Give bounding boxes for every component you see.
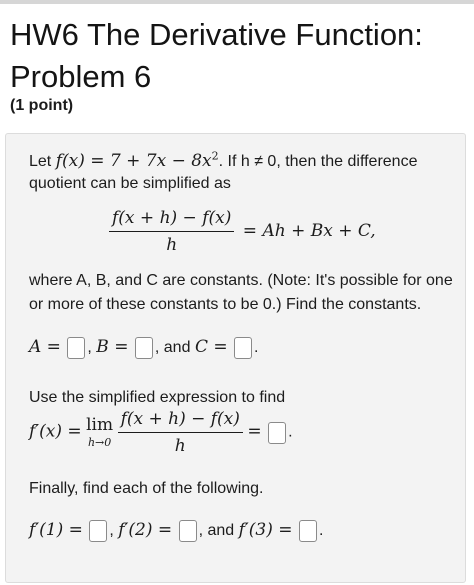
answer-f3-input[interactable] xyxy=(299,520,317,542)
answer-b-input[interactable] xyxy=(135,337,153,359)
difference-quotient-fraction xyxy=(109,208,234,255)
note-line-2: or more of these constants to be 0.) Find the constants. xyxy=(29,296,422,313)
function-expression xyxy=(56,151,219,171)
f2-label: f′(2) = xyxy=(118,520,173,541)
derivative-lhs: f′(x) = xyxy=(29,421,82,442)
intro-condition: . If h ≠ 0, then the difference xyxy=(218,153,418,170)
intro-line-1 xyxy=(29,151,417,171)
const-and: , and xyxy=(154,339,191,357)
dq-denominator: h xyxy=(166,235,178,255)
function-expr-text: f(x) = 7 + 7x − 8x xyxy=(55,151,212,171)
limit-fraction xyxy=(118,409,243,456)
page-title: HW6 The Derivative Function: Problem 6 xyxy=(10,17,423,94)
answer-c-input[interactable] xyxy=(234,337,252,359)
const-a-label: A = xyxy=(29,337,61,358)
derivative-limit-row xyxy=(29,409,293,456)
const-sep-1: , xyxy=(87,339,92,357)
finally-text: Finally, find each of the following. xyxy=(29,480,264,497)
f3-label: f′(3) = xyxy=(238,520,293,541)
intro-line-2: quotient can be simplified as xyxy=(29,175,231,192)
limit-word: lim xyxy=(86,415,114,435)
difference-quotient-equation xyxy=(109,208,376,255)
f2-sep: , xyxy=(109,522,114,540)
answer-f1-input[interactable] xyxy=(89,520,107,542)
dq-numerator: f(x + h) − f(x) xyxy=(109,208,234,232)
const-end: . xyxy=(254,339,259,357)
function-exponent: 2 xyxy=(211,149,219,163)
derivative-equals: = xyxy=(247,421,262,442)
limit-operator xyxy=(86,417,113,448)
note-line-1: where A, B, and C are constants. (Note: It's possible for one xyxy=(29,272,453,289)
derivative-end: . xyxy=(288,423,293,441)
limit-subscript: h→0 xyxy=(87,436,112,449)
evaluation-answer-row xyxy=(29,520,323,542)
answer-f2-input[interactable] xyxy=(179,520,197,542)
f3-sep: , and xyxy=(198,522,235,540)
constants-answer-row xyxy=(29,337,259,359)
points-label: (1 point) xyxy=(10,97,74,114)
const-c-label: C = xyxy=(194,337,228,358)
const-b-label: B = xyxy=(96,337,129,358)
limit-numerator: f(x + h) − f(x) xyxy=(118,409,243,433)
top-divider xyxy=(0,0,474,4)
answer-a-input[interactable] xyxy=(67,337,85,359)
f3-end: . xyxy=(318,522,324,540)
f1-label: f′(1) = xyxy=(29,520,83,541)
problem-card xyxy=(5,133,466,583)
answer-derivative-input[interactable] xyxy=(268,422,286,444)
limit-denominator: h xyxy=(174,436,186,456)
intro-prefix: Let xyxy=(29,153,52,170)
use-expression-text: Use the simplified expression to find xyxy=(29,389,286,406)
dq-rhs: = Ah + Bx + C, xyxy=(242,220,376,241)
